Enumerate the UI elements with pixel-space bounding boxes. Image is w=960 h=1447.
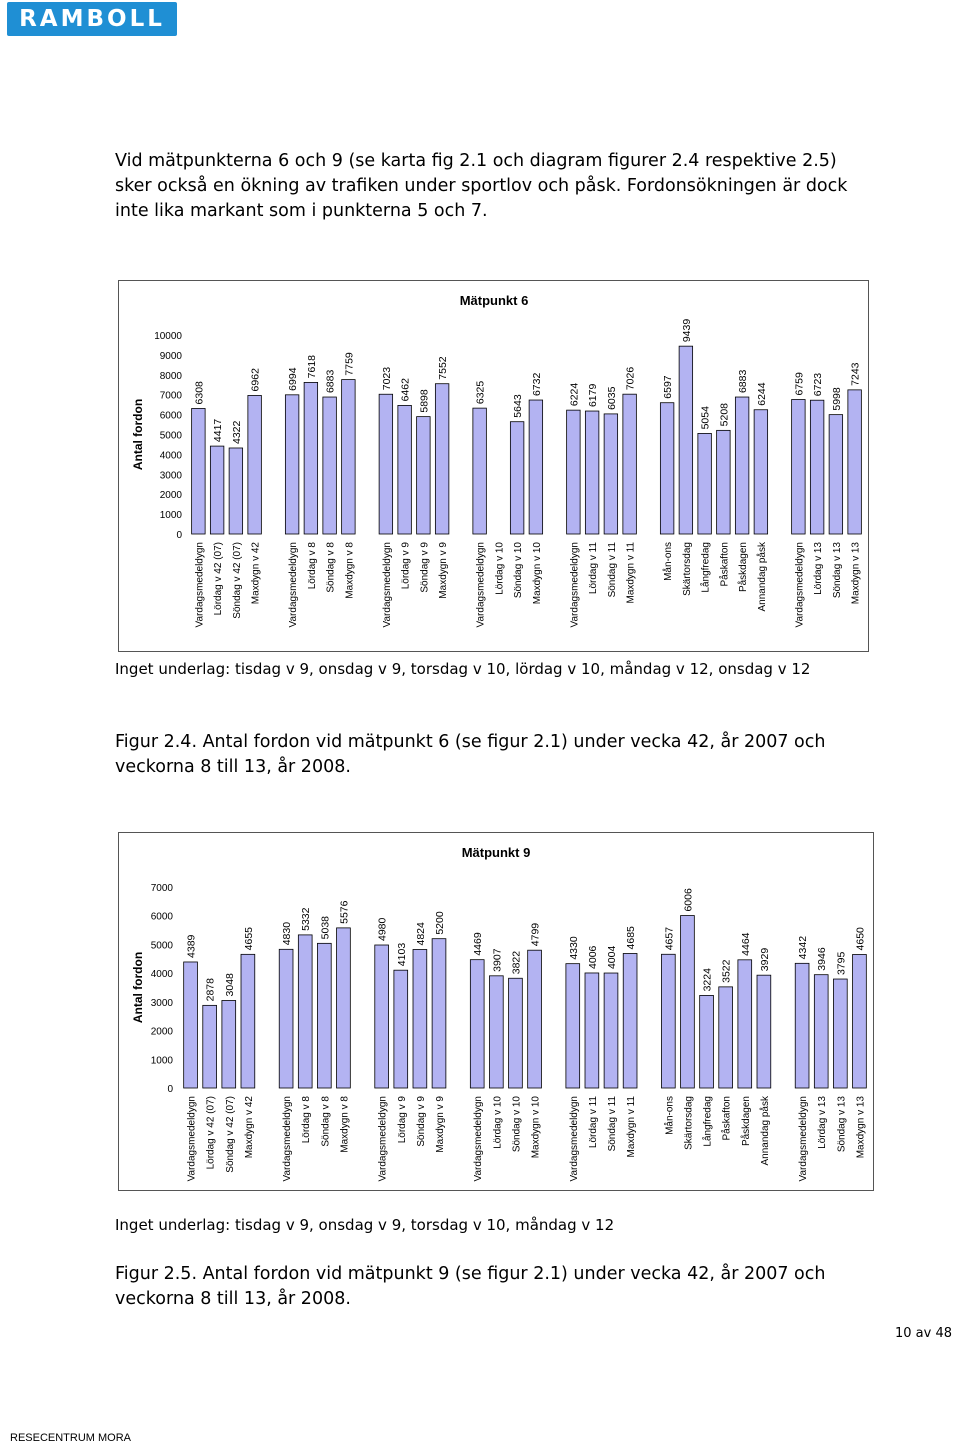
x-category-label: Vardagsmedeldygn xyxy=(186,1096,198,1182)
y-tick-label: 10000 xyxy=(154,331,182,342)
bar-value-label: 6883 xyxy=(737,369,750,394)
x-category-label: Söndag v 8 xyxy=(320,1096,332,1147)
bar xyxy=(375,945,389,1088)
x-category-label: Vardagsmedeldygn xyxy=(194,542,206,628)
y-tick-label: 1000 xyxy=(150,1055,173,1067)
bar xyxy=(792,399,806,534)
bar xyxy=(470,960,484,1088)
bar-value-label: 4685 xyxy=(625,926,638,950)
bar-value-label: 6759 xyxy=(793,372,806,396)
intro-paragraph: Vid mätpunkterna 6 och 9 (se karta fig 2.1 och diagram figurer 2.4 respektive 2.5) sker också en ökning av trafiken under sportlov och påsk. Fordonsökningen är dock inte lika markant som i punkterna 5 och 7. xyxy=(115,151,848,221)
bar xyxy=(623,953,637,1088)
x-category-label: Söndag v 11 xyxy=(606,542,618,598)
bar-value-label: 4657 xyxy=(663,926,676,951)
bar-value-label: 4006 xyxy=(586,945,599,969)
x-category-label: Långfredag xyxy=(700,542,712,593)
bar-value-label: 7026 xyxy=(624,366,637,391)
bar xyxy=(585,973,599,1088)
bar-value-label: 4417 xyxy=(212,418,225,443)
bar xyxy=(241,954,255,1088)
bar-value-label: 3946 xyxy=(816,947,829,971)
bar xyxy=(604,414,618,534)
bar-value-label: 2878 xyxy=(204,978,217,1002)
x-category-label: Lördag v 11 xyxy=(587,1096,599,1149)
bar xyxy=(810,400,824,534)
y-tick-label: 4000 xyxy=(150,969,173,981)
x-category-label: Söndag v 10 xyxy=(513,542,525,599)
bar xyxy=(394,970,408,1088)
bar xyxy=(829,415,843,534)
x-category-label: Mån-ons xyxy=(664,1096,676,1135)
x-category-label: Vardagsmedeldygn xyxy=(288,542,300,628)
bar-value-label: 3795 xyxy=(835,951,848,976)
x-category-label: Lördag v 42 (07) xyxy=(205,1096,217,1170)
x-category-label: Söndag v 42 (07) xyxy=(224,1096,236,1173)
bar xyxy=(757,975,771,1088)
bar-value-label: 7243 xyxy=(849,362,862,386)
bar-value-label: 7023 xyxy=(380,366,393,391)
bar-value-label: 6883 xyxy=(324,369,337,394)
x-category-label: Lördag v 10 xyxy=(492,1096,504,1149)
bar xyxy=(833,979,847,1088)
x-category-label: Söndag v 8 xyxy=(325,542,337,593)
x-category-label: Annandag påsk xyxy=(756,542,768,612)
y-axis-label: Antal fordon xyxy=(131,398,145,471)
chart2-note: Inget underlag: tisdag v 9, onsdag v 9, torsdag v 10, måndag v 12 xyxy=(115,1216,615,1234)
bar xyxy=(795,963,809,1088)
y-tick-label: 5000 xyxy=(159,430,182,442)
bar xyxy=(679,346,693,534)
bar-value-label: 5643 xyxy=(512,394,525,418)
x-category-label: Annandag påsk xyxy=(759,1096,771,1166)
bar-value-label: 5998 xyxy=(830,387,843,411)
x-category-label: Maxdygn v 8 xyxy=(344,542,356,599)
bar xyxy=(285,395,299,534)
x-category-label: Påskdagen xyxy=(738,542,750,593)
bar-value-label: 5576 xyxy=(338,900,351,924)
x-category-label: Lördag v 9 xyxy=(396,1096,408,1144)
x-category-label: Påskafton xyxy=(721,1096,733,1141)
y-tick-label: 0 xyxy=(167,1084,173,1095)
chart-matpunkt-6-svg xyxy=(119,281,868,651)
x-category-label: Maxdygn v 10 xyxy=(531,542,543,605)
x-category-label: Långfredag xyxy=(702,1096,714,1147)
y-tick-label: 8000 xyxy=(159,370,182,382)
page-number: 10 av 48 xyxy=(895,1326,953,1341)
y-tick-label: 7000 xyxy=(159,390,182,402)
bar xyxy=(585,411,599,534)
x-category-label: Maxdygn v 9 xyxy=(438,542,450,599)
bar xyxy=(853,954,867,1088)
bar-value-label: 6597 xyxy=(662,375,675,399)
chart-title: Mätpunkt 9 xyxy=(461,845,531,860)
bar-value-label: 6035 xyxy=(605,386,618,410)
x-category-label: Påskdagen xyxy=(740,1096,752,1147)
bar xyxy=(398,405,412,534)
y-tick-label: 6000 xyxy=(159,410,182,422)
bar xyxy=(529,400,543,534)
x-category-label: Lördag v 13 xyxy=(817,1096,829,1149)
bar-value-label: 6732 xyxy=(530,372,543,397)
x-category-label: Lördag v 8 xyxy=(306,542,318,590)
bar-value-label: 4830 xyxy=(281,921,294,946)
bar xyxy=(317,943,331,1088)
x-category-label: Vardagsmedeldygn xyxy=(798,1096,810,1182)
bar-value-label: 6244 xyxy=(755,382,768,406)
x-category-label: Söndag v 9 xyxy=(419,542,431,593)
bar-value-label: 6179 xyxy=(587,383,600,408)
bar-value-label: 3907 xyxy=(491,948,504,972)
bar xyxy=(623,394,637,534)
x-category-label: Maxdygn v 11 xyxy=(626,1096,638,1158)
bar xyxy=(323,397,337,534)
bar xyxy=(510,422,524,534)
bar xyxy=(435,384,449,534)
chart-matpunkt-6 xyxy=(118,280,869,652)
x-category-label: Söndag v 13 xyxy=(831,542,843,599)
bar-value-label: 4650 xyxy=(854,927,867,951)
bar-value-label: 5898 xyxy=(418,389,431,413)
bar-value-label: 4342 xyxy=(797,935,810,960)
logo-text: RAMBOLL xyxy=(19,6,165,32)
x-category-label: Maxdygn v 13 xyxy=(850,542,862,605)
bar-value-label: 3048 xyxy=(223,973,236,997)
bar xyxy=(698,433,712,534)
bar xyxy=(567,410,581,534)
bar-value-label: 4799 xyxy=(529,922,542,947)
footer-text: RESECENTRUM MORA xyxy=(10,1432,132,1444)
bar-value-label: 6994 xyxy=(287,367,300,391)
bar-value-label: 4330 xyxy=(567,936,580,960)
y-tick-label: 3000 xyxy=(150,997,173,1009)
x-category-label: Söndag v 42 (07) xyxy=(231,542,243,619)
y-tick-label: 0 xyxy=(176,530,182,541)
bar-value-label: 4469 xyxy=(472,932,485,956)
bar-value-label: 4322 xyxy=(230,420,243,444)
x-category-label: Skärtorsdag xyxy=(683,1096,695,1150)
x-category-label: Söndag v 13 xyxy=(836,1096,848,1153)
x-category-label: Söndag v 10 xyxy=(511,1096,523,1153)
x-category-label: Vardagsmedeldygn xyxy=(569,542,581,628)
bar xyxy=(304,382,318,534)
bar xyxy=(473,408,487,534)
bar xyxy=(337,928,351,1088)
bar xyxy=(184,962,198,1088)
bar xyxy=(738,960,752,1088)
bar-value-label: 3224 xyxy=(701,968,714,992)
bar xyxy=(754,410,768,534)
x-category-label: Maxdygn v 9 xyxy=(435,1096,446,1153)
bar-value-label: 4824 xyxy=(414,922,427,946)
bar xyxy=(566,964,580,1088)
x-category-label: Maxdygn v 10 xyxy=(530,1096,542,1159)
bar-value-label: 6723 xyxy=(812,372,825,397)
x-category-label: Mån-ons xyxy=(663,542,675,581)
chart1-note: Inget underlag: tisdag v 9, onsdag v 9, torsdag v 10, lördag v 10, måndag v 12, onsdag v 12 xyxy=(115,660,811,678)
bar xyxy=(279,949,293,1088)
x-category-label: Maxdygn v 42 xyxy=(250,542,262,605)
bar xyxy=(717,430,731,534)
x-category-label: Maxdygn v 42 xyxy=(243,1096,255,1159)
x-category-label: Maxdygn v 13 xyxy=(855,1096,867,1159)
bar xyxy=(681,916,695,1088)
figure-2-4-caption: Figur 2.4. Antal fordon vid mätpunkt 6 (se figur 2.1) under vecka 42, år 2007 och veckorna 8 till 13, år 2008. xyxy=(115,732,826,777)
bar-value-label: 5332 xyxy=(300,907,313,931)
bar-value-label: 9439 xyxy=(680,318,693,343)
bar xyxy=(417,417,431,534)
x-category-label: Lördag v 11 xyxy=(588,542,600,595)
bar-value-label: 7552 xyxy=(437,356,450,380)
x-category-label: Maxdygn v 11 xyxy=(625,542,637,604)
bar xyxy=(719,987,733,1088)
bar xyxy=(203,1005,217,1088)
bar-value-label: 5200 xyxy=(434,911,446,935)
bar xyxy=(604,973,618,1088)
bar-value-label: 4004 xyxy=(606,945,618,970)
x-category-label: Lördag v 42 (07) xyxy=(213,542,225,616)
x-category-label: Lördag v 10 xyxy=(494,542,506,595)
bar-value-label: 6308 xyxy=(193,381,206,405)
bar-value-label: 4980 xyxy=(376,917,389,942)
bar-value-label: 4389 xyxy=(185,934,198,958)
bar xyxy=(489,976,503,1088)
x-category-label: Maxdygn v 8 xyxy=(339,1096,351,1153)
bar xyxy=(848,390,862,534)
bar xyxy=(298,935,312,1088)
x-category-label: Söndag v 9 xyxy=(415,1096,427,1147)
bar xyxy=(248,395,262,534)
bar xyxy=(379,394,393,534)
bar-value-label: 3522 xyxy=(720,959,733,983)
x-category-label: Påskafton xyxy=(719,542,731,587)
bar-value-label: 3929 xyxy=(758,947,771,972)
bar xyxy=(432,939,446,1088)
y-tick-label: 4000 xyxy=(159,450,182,462)
chart-title: Mätpunkt 6 xyxy=(459,293,529,308)
bar xyxy=(222,1000,236,1088)
bar xyxy=(660,403,674,534)
bar xyxy=(210,446,224,534)
bar-value-label: 6962 xyxy=(249,368,262,392)
bar-value-label: 5054 xyxy=(699,406,712,430)
chart-matpunkt-9 xyxy=(118,832,874,1191)
bar-value-label: 4103 xyxy=(395,942,408,967)
bar-value-label: 6325 xyxy=(474,380,487,405)
x-category-label: Vardagsmedeldygn xyxy=(794,542,806,628)
y-tick-label: 5000 xyxy=(150,940,173,952)
x-category-label: Skärtorsdag xyxy=(681,542,693,596)
bar-value-label: 4464 xyxy=(739,932,752,956)
bar-value-label: 6006 xyxy=(682,888,695,912)
y-tick-label: 7000 xyxy=(150,883,173,894)
bar-value-label: 5208 xyxy=(718,403,731,427)
bar xyxy=(528,950,542,1088)
y-tick-label: 6000 xyxy=(150,911,173,923)
bar-value-label: 6224 xyxy=(568,382,581,407)
bar xyxy=(342,380,356,534)
ramboll-logo xyxy=(7,2,177,36)
bar xyxy=(509,978,523,1088)
bar-value-label: 6462 xyxy=(399,378,412,402)
y-tick-label: 9000 xyxy=(159,350,182,362)
y-tick-label: 1000 xyxy=(159,510,182,522)
y-tick-label: 2000 xyxy=(159,490,182,502)
x-category-label: Vardagsmedeldygn xyxy=(568,1096,580,1182)
bar xyxy=(413,949,427,1088)
y-tick-label: 2000 xyxy=(150,1026,173,1038)
x-category-label: Lördag v 8 xyxy=(301,1096,313,1144)
bar xyxy=(814,975,828,1088)
bar xyxy=(192,408,206,534)
x-category-label: Lördag v 13 xyxy=(813,542,825,595)
bar xyxy=(735,397,749,534)
bar xyxy=(229,448,243,534)
figure-2-5-caption: Figur 2.5. Antal fordon vid mätpunkt 9 (se figur 2.1) under vecka 42, år 2007 och veckorna 8 till 13, år 2008. xyxy=(115,1264,826,1309)
bar xyxy=(700,995,714,1088)
y-tick-label: 3000 xyxy=(159,470,182,482)
x-category-label: Vardagsmedeldygn xyxy=(282,1096,294,1182)
x-category-label: Vardagsmedeldygn xyxy=(377,1096,389,1182)
x-category-label: Vardagsmedeldygn xyxy=(381,542,393,628)
x-category-label: Vardagsmedeldygn xyxy=(473,1096,485,1182)
bar-value-label: 3822 xyxy=(510,950,523,975)
bar xyxy=(661,954,675,1088)
x-category-label: Vardagsmedeldygn xyxy=(475,542,487,628)
y-axis-label: Antal fordon xyxy=(131,951,145,1024)
bar-value-label: 5038 xyxy=(319,915,332,940)
bar-value-label: 7759 xyxy=(343,352,356,376)
x-category-label: Söndag v 11 xyxy=(607,1096,618,1152)
chart-matpunkt-9-svg xyxy=(119,833,873,1190)
bar-value-label: 7618 xyxy=(305,355,318,379)
x-category-label: Lördag v 9 xyxy=(400,542,412,590)
bar-value-label: 4655 xyxy=(242,926,255,951)
